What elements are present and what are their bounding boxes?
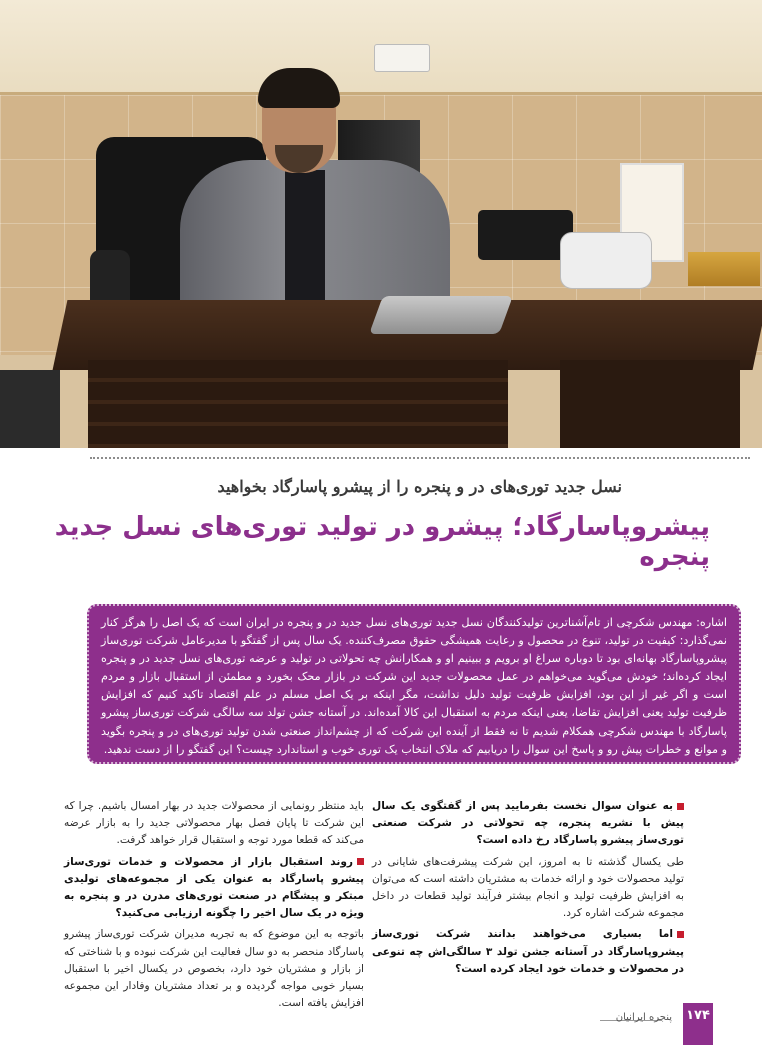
books [688, 252, 760, 286]
question-text: روند استقبال بازار از محصولات و خدمات توری‌ساز پیشرو پاسارگاد به عنوان یکی از مجموعه‌های تولیدی مبتکر و پیشگام در صنعت توری‌های مدرن در و پنجره به ویژه در یک سال اخیر را چگونه ارزیابی می‌کنید؟ [64, 855, 364, 920]
telephone [560, 232, 652, 289]
question-bullet [357, 858, 364, 865]
dotted-divider [90, 457, 750, 459]
question-text: اما بسیاری می‌خواهند بدانند شرکت توری‌ساز پیشروپاسارگاد در آستانه جشن تولد ۳ سالگی‌اش چه تنوعی در محصولات و خدمات خود ایجاد کرده است؟ [372, 928, 684, 975]
question-1 [372, 798, 684, 850]
question-2 [372, 926, 684, 978]
desk-front [88, 360, 508, 448]
man-shirt [285, 170, 325, 300]
power-socket [374, 44, 430, 72]
intro-text: اشاره: مهندس شکرچی از تام‌آشناترین تولیدکنندگان نسل جدید توری‌های نسل جدید در و پنجره در ایران است که یک اصل را هرگز کنار نمی‌گذارد: کیفیت در تولید، تنوع در محصول و رعایت همیشگی حقوق مصرف‌کننده. یک سال پس از گفتگو با مدیرعامل شرکت توری‌ساز پیشروپاسارگاد بهانه‌ای بود تا دوباره سراغ او برویم و ببینیم او و همکارانش چه تحولاتی در تولید و عرضه توری‌های نسل جدید در و پنجره ایجاد کرده‌اند؛ خودش می‌گوید می‌خواهم در عمل محصولات جدید این شرکت در بازار محک بخورد و مطمئن از استقبال بازار و مردم است و اگر غیر از این بود، افزایش ظرفیت تولید دلیل نداشت، مگر اینکه بر یک اصل مسلم در علم اقتصاد تاکید کنیم که افزایش ظرفیت تولید یعنی افزایش تقاضا، یعنی اینکه مردم به استقبال این کالا آمده‌اند. در آستانه جشن تولد سه سالگی شرکت توری‌ساز پیشرو پاسارگاد با مهندس شکرچی همکلام شدیم تا نه فقط از آینده این شرکت که از چشم‌انداز صنعتی شدن تولید توری‌های در و پنجره بگوید و موانع و خطرات پیش رو و پاسخ این سوال را دریابیم که ملاک انتخاب یک توری خوب و استاندارد چیست؟ این گفتگو را از دست ندهید. [101, 616, 727, 756]
laptop [369, 296, 513, 334]
question-bullet [677, 931, 684, 938]
fax-machine [478, 210, 573, 260]
man-hair [258, 68, 340, 108]
question-text: به عنوان سوال نخست بفرمایید پس از گفتگوی یک سال پیش با نشریه پنجره، چه تحولاتی در شرکت صنعتی توری‌ساز پیشرو پاسارگاد رخ داده است؟ [372, 800, 684, 847]
hero-photo [0, 0, 762, 448]
page-number: ۱۷۴ [683, 1003, 713, 1045]
column-right [372, 798, 684, 982]
desk-side [560, 360, 740, 448]
intro-box [87, 604, 741, 764]
answer-3: باتوجه به این موضوع که به تجربه مدیران شرکت توری‌ساز پیشرو پاسارگاد منحصر به دو سال فعالیت این شرکت نبوده و با شناختی که از بازار و مشتریان خود دارد، بخصوص در یکسال اخیر با استقبال بسیار خوبی مواجه گردیده و بر تعداد مشتریان وفادار این مجموعه افزایش یافته است. [64, 928, 364, 1010]
question-bullet [677, 803, 684, 810]
foreground-object [0, 370, 60, 448]
answer-2: باید منتظر رونمایی از محصولات جدید در بهار امسال باشیم. چرا که این شرکت تا پایان فصل بهار محصولاتی جدید را به بازار عرضه می‌کند که قطعا مورد توجه و استقبال قرار خواهد گرفت. [64, 800, 364, 847]
question-3 [64, 854, 364, 923]
magazine-name: پنجره ایرانیان [615, 1012, 672, 1023]
article-subtitle: نسل جدید توری‌های در و پنجره را از پیشرو پاسارگاد بخواهید [217, 477, 622, 496]
answer-1: طی یکسال گذشته تا به امروز، این شرکت پیشرفت‌های شایانی در تولید محصولات خود و ارائه خدمات به مشتریان داشته است که می‌توان به افزایش ظرفیت تولید و انجام بیشتر فرآیند تولید قطعات در داخل مجموعه شرکت اشاره کرد. [372, 855, 684, 920]
column-left [64, 798, 364, 1016]
article-title: پیشروپاسارگاد؛ پیشرو در تولید توری‌های نسل جدید پنجره [54, 512, 710, 572]
